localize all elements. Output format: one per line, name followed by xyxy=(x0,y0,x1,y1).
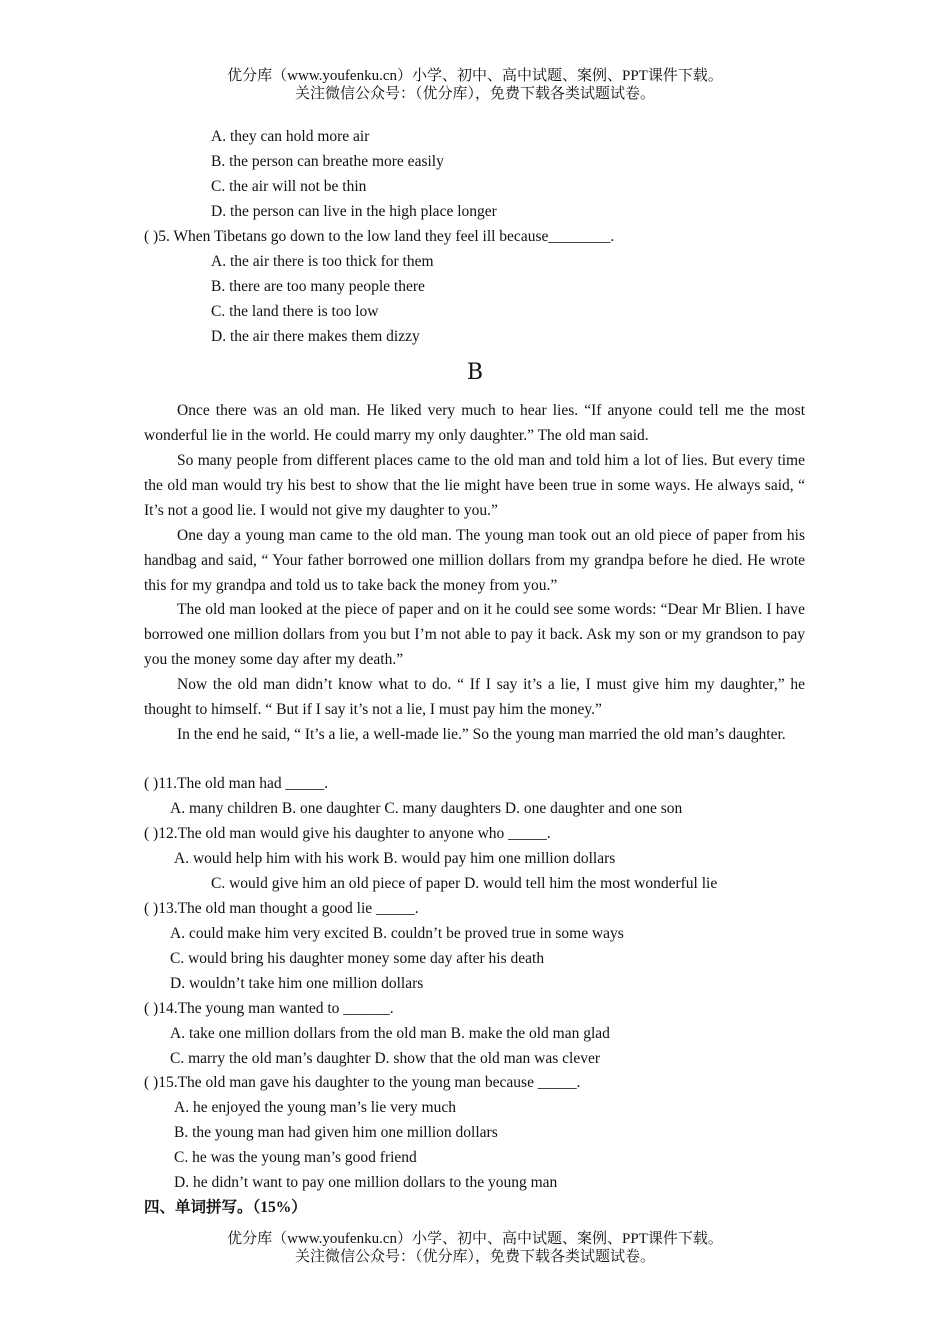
q5-option-c: C. the land there is too low xyxy=(211,303,379,320)
q13-stem: ( )13.The old man thought a good lie _____. xyxy=(144,900,419,917)
q5-option-a: A. the air there is too thick for them xyxy=(211,253,434,270)
passage-paragraph-6: In the end he said, “ It’s a lie, a well-made lie.” So the young man married the old man’s daughter. xyxy=(177,726,786,743)
q12-options-ab: A. would help him with his work B. would pay him one million dollars xyxy=(174,850,616,867)
q4-option-a: A. they can hold more air xyxy=(211,128,370,145)
q4-option-b: B. the person can breathe more easily xyxy=(211,153,444,170)
q15-option-b: B. the young man had given him one million dollars xyxy=(174,1124,498,1141)
q12-stem: ( )12.The old man would give his daughter to anyone who _____. xyxy=(144,825,551,842)
q15-option-c: C. he was the young man’s good friend xyxy=(174,1149,417,1166)
q4-option-c: C. the air will not be thin xyxy=(211,178,367,195)
q13-options-ab: A. could make him very excited B. couldn’t be proved true in some ways xyxy=(170,925,624,942)
q14-stem: ( )14.The young man wanted to ______. xyxy=(144,1000,394,1017)
passage-paragraph-1: Once there was an old man. He liked very much to hear lies. “If anyone could tell me the most wonderful lie in the world. He could marry my only daughter.” The old man said. xyxy=(144,402,805,444)
page-header-line2: 关注微信公众号：（优分库），免费下载各类试题试卷。 xyxy=(294,86,655,102)
passage-paragraph-4: The old man looked at the piece of paper and on it he could see some words: “Dear Mr Blien. I have borrowed one million dollars from you but I’m not able to pay it back. Ask my son or my grandson to pay you the money some day after my death.” xyxy=(144,601,805,668)
passage-paragraph-5: Now the old man didn’t know what to do. “ If I say it’s a lie, I must give him my daughter,” he thought to himself. “ But if I say it’s not a lie, I must pay him the money.” xyxy=(144,676,805,718)
q12-options-cd: C. would give him an old piece of paper D. would tell him the most wonderful lie xyxy=(211,875,718,892)
q13-option-d: D. wouldn’t take him one million dollars xyxy=(170,975,424,992)
q5-option-d: D. the air there makes them dizzy xyxy=(211,328,420,345)
page-footer-line2: 关注微信公众号：（优分库），免费下载各类试题试卷。 xyxy=(294,1249,655,1265)
q15-stem: ( )15.The old man gave his daughter to the young man because _____. xyxy=(144,1074,581,1091)
passage-paragraph-3: One day a young man came to the old man. The young man took out an old piece of paper from his handbag and said, “ Your father borrowed one million dollars from my grandpa before he died. He wrote this for my grandpa and told us to take back the money from you.” xyxy=(144,527,805,594)
passage-paragraph-2: So many people from different places came to the old man and told him a lot of lies. But every time the old man would try his best to show that the lie might have been true in some ways. He always said, “ It’s not a good lie. I would not give my daughter to you.” xyxy=(144,452,805,519)
q15-option-d: D. he didn’t want to pay one million dollars to the young man xyxy=(174,1174,558,1191)
q11-stem: ( )11.The old man had _____. xyxy=(144,775,329,792)
q5-option-b: B. there are too many people there xyxy=(211,278,425,295)
q15-option-a: A. he enjoyed the young man’s lie very much xyxy=(174,1099,456,1116)
q14-options-cd: C. marry the old man’s daughter D. show that the old man was clever xyxy=(170,1050,601,1067)
q14-options-ab: A. take one million dollars from the old man B. make the old man glad xyxy=(170,1025,610,1042)
page-footer-line1: 优分库（www.youfenku.cn）小学、初中、高中试题、案例、PPT课件下载。 xyxy=(227,1231,723,1247)
q11-options: A. many children B. one daughter C. many daughters D. one daughter and one son xyxy=(170,800,683,817)
q13-option-c: C. would bring his daughter money some day after his death xyxy=(170,950,545,967)
page-header-line1: 优分库（www.youfenku.cn）小学、初中、高中试题、案例、PPT课件下载。 xyxy=(227,68,723,84)
section-b-title: B xyxy=(466,360,484,385)
q5-stem: ( )5. When Tibetans go down to the low land they feel ill because________. xyxy=(144,228,615,245)
section-4-title: 四、单词拼写。（15%） xyxy=(144,1199,307,1216)
q4-option-d: D. the person can live in the high place longer xyxy=(211,203,497,220)
